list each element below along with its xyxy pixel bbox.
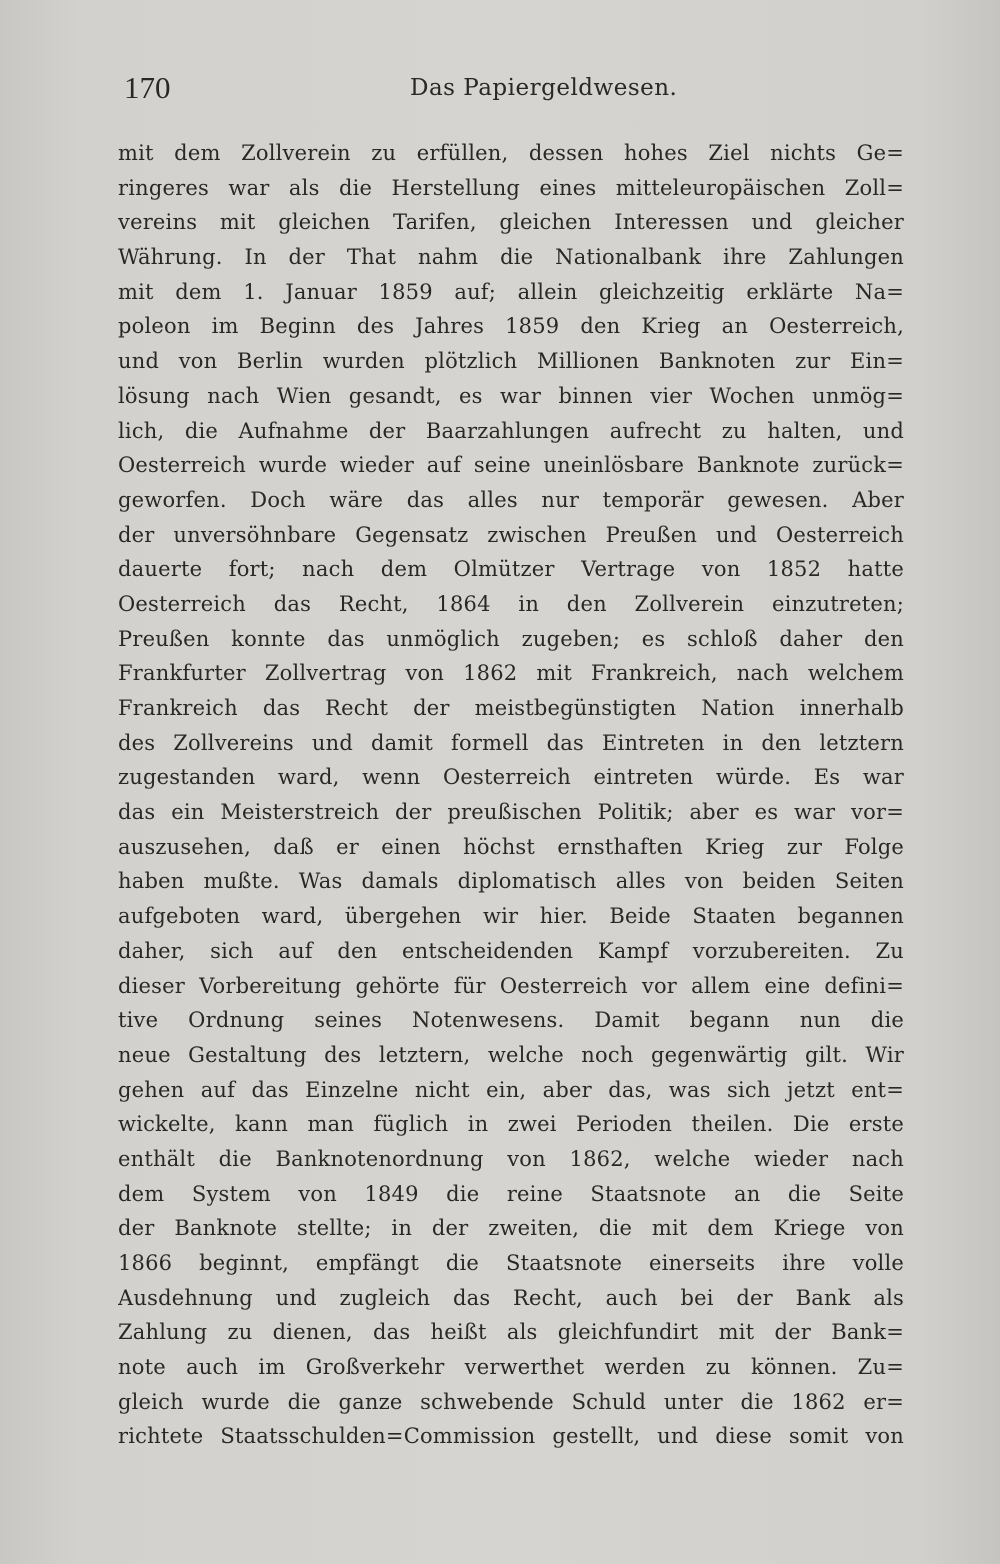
text-line: richtete Staatsschulden=Commission gestellt, und diese somit von <box>118 1424 904 1449</box>
text-line: zugestanden ward, wenn Oesterreich eintreten würde. Es war <box>118 765 904 790</box>
text-line: des Zollvereins und damit formell das Eintreten in den letztern <box>118 730 904 755</box>
text-line: lösung nach Wien gesandt, es war binnen vier Wochen unmög= <box>118 383 904 408</box>
text-line: Frankfurter Zollvertrag von 1862 mit Frankreich, nach welchem <box>118 661 904 686</box>
text-line: geworfen. Doch wäre das alles nur temporär gewesen. Aber <box>118 487 904 512</box>
text-line: und von Berlin wurden plötzlich Millionen Banknoten zur Ein= <box>118 349 904 374</box>
text-line: wickelte, kann man füglich in zwei Perioden theilen. Die erste <box>118 1112 904 1137</box>
text-line: Zahlung zu dienen, das heißt als gleichfundirt mit der Bank= <box>118 1320 904 1345</box>
text-line: haben mußte. Was damals diplomatisch alles von beiden Seiten <box>118 869 904 894</box>
text-line: note auch im Großverkehr verwerthet werden zu können. Zu= <box>118 1355 904 1380</box>
running-title: Das Papiergeldwesen. <box>410 75 678 101</box>
text-line: vereins mit gleichen Tarifen, gleichen Interessen und gleicher <box>118 210 904 235</box>
text-line: daher, sich auf den entscheidenden Kampf vorzubereiten. Zu <box>118 938 904 963</box>
text-line: tive Ordnung seines Notenwesens. Damit begann nun die <box>118 1008 904 1033</box>
text-line: Preußen konnte das unmöglich zugeben; es schloß daher den <box>118 626 904 651</box>
text-line: das ein Meisterstreich der preußischen Politik; aber es war vor= <box>118 800 904 825</box>
text-line: Frankreich das Recht der meistbegünstigten Nation innerhalb <box>118 696 904 720</box>
body-text <box>118 136 904 1454</box>
text-line: enthält die Banknotenordnung von 1862, welche wieder nach <box>118 1146 904 1171</box>
text-line: Oesterreich das Recht, 1864 in den Zollverein einzutreten; <box>118 591 904 616</box>
text-line: mit dem 1. Januar 1859 auf; allein gleichzeitig erklärte Na= <box>118 279 904 304</box>
text-line: gehen auf das Einzelne nicht ein, aber das, was sich jetzt ent= <box>118 1077 904 1102</box>
text-line: Ausdehnung und zugleich das Recht, auch bei der Bank als <box>118 1285 904 1310</box>
text-line: 1866 beginnt, empfängt die Staatsnote einerseits ihre volle <box>118 1251 904 1275</box>
text-line: ringeres war als die Herstellung eines mitteleuropäischen Zoll= <box>118 175 904 200</box>
text-line: der Banknote stellte; in der zweiten, die mit dem Kriege von <box>118 1216 904 1241</box>
text-line: poleon im Beginn des Jahres 1859 den Krieg an Oesterreich, <box>118 314 904 339</box>
text-line: dieser Vorbereitung gehörte für Oesterreich vor allem eine defini= <box>118 973 904 998</box>
page-header <box>124 68 894 108</box>
text-line: lich, die Aufnahme der Baarzahlungen aufrecht zu halten, und <box>118 418 904 443</box>
text-line: Währung. In der That nahm die Nationalbank ihre Zahlungen <box>118 245 904 270</box>
text-line: der unversöhnbare Gegensatz zwischen Preußen und Oesterreich <box>118 522 904 547</box>
text-line: mit dem Zollverein zu erfüllen, dessen hohes Ziel nichts Ge= <box>118 141 904 165</box>
page-number: 170 <box>124 70 171 105</box>
text-line: auszusehen, daß er einen höchst ernsthaften Krieg zur Folge <box>118 834 904 859</box>
text-line: dauerte fort; nach dem Olmützer Vertrage von 1852 hatte <box>118 557 904 582</box>
text-line: gleich wurde die ganze schwebende Schuld unter die 1862 er= <box>118 1389 904 1414</box>
text-line: Oesterreich wurde wieder auf seine uneinlösbare Banknote zurück= <box>118 453 904 478</box>
text-line: neue Gestaltung des letztern, welche noch gegenwärtig gilt. Wir <box>118 1042 904 1067</box>
text-line: aufgeboten ward, übergehen wir hier. Beide Staaten begannen <box>118 904 904 929</box>
text-line: dem System von 1849 die reine Staatsnote an die Seite <box>118 1181 904 1206</box>
